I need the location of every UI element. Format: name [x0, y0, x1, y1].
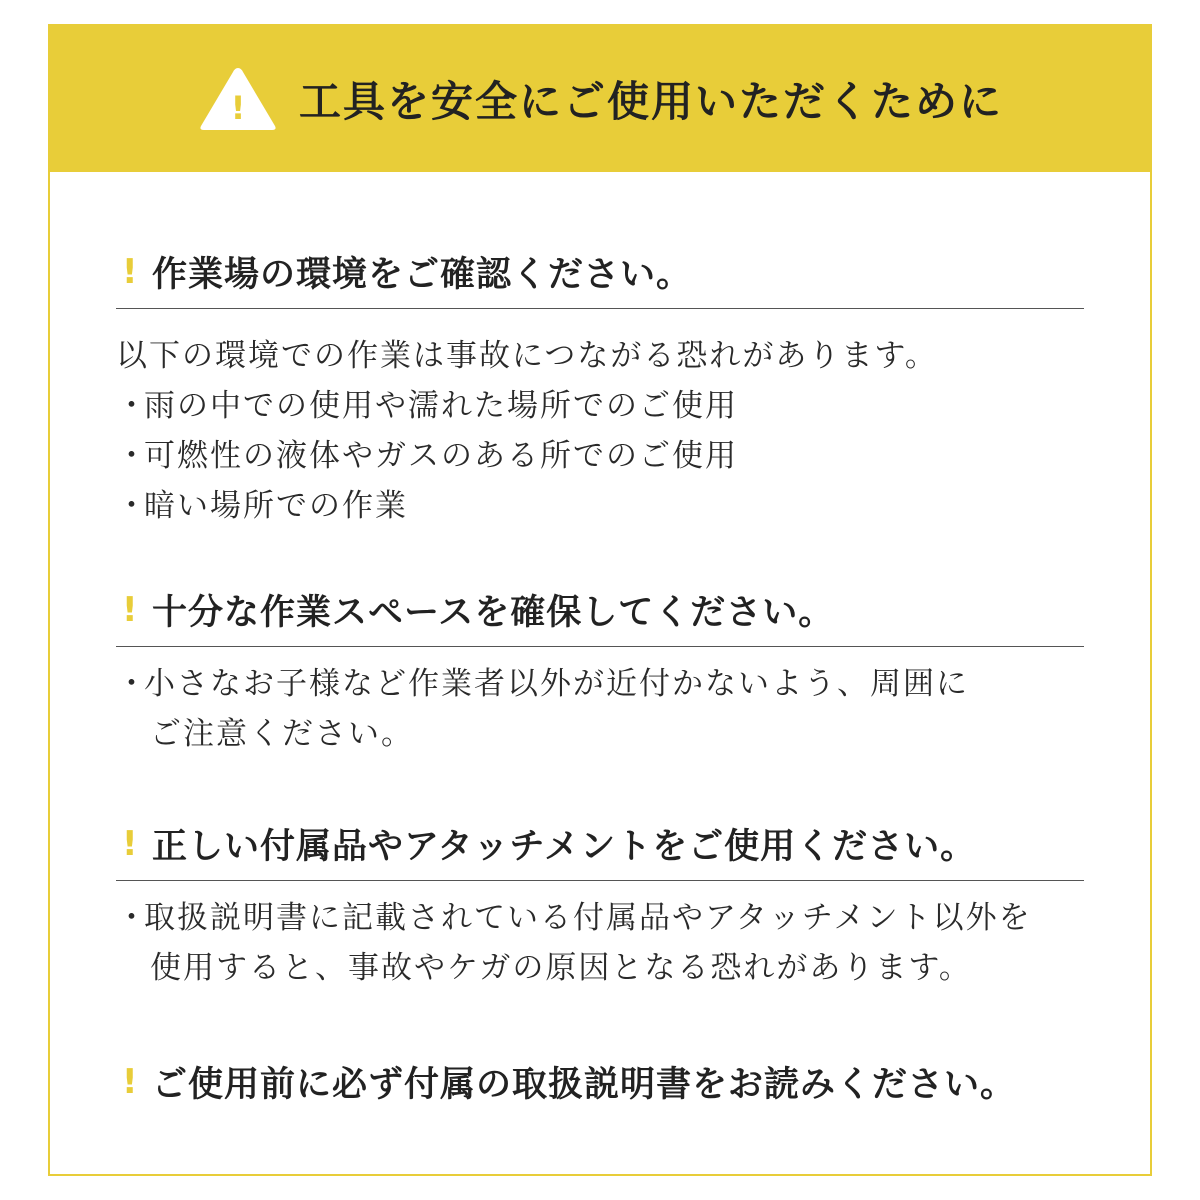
list-item-text: 取扱説明書に記載されている付属品やアタッチメント以外を — [144, 900, 1032, 936]
bullet-icon: ・ — [116, 488, 149, 524]
page-title: 工具を安全にご使用いただくために — [298, 77, 1003, 126]
section-heading-text: 作業場の環境をご確認ください。 — [152, 255, 693, 295]
list-item-continuation: ご注意ください。 — [150, 716, 414, 752]
section-heading — [116, 814, 1086, 874]
notice-frame — [48, 24, 1152, 1176]
warning-icon-glyph: ! — [230, 89, 246, 127]
list-item-text: 雨の中での使用や濡れた場所でのご使用 — [144, 388, 738, 424]
section-heading — [116, 580, 1086, 640]
bullet-icon: ・ — [116, 388, 149, 424]
list-item — [116, 431, 1086, 481]
section-heading — [116, 1052, 1086, 1112]
exclamation-icon: ! — [122, 252, 138, 292]
list-item — [116, 481, 1086, 531]
exclamation-icon: ! — [122, 824, 138, 864]
section-divider — [116, 880, 1084, 881]
list-item — [116, 893, 1086, 943]
list-item-text: 暗い場所での作業 — [144, 488, 408, 524]
list-item-text: 小さなお子様など作業者以外が近付かないよう、周囲に — [144, 666, 969, 702]
section-accessories — [116, 814, 1086, 993]
section-heading — [116, 242, 1086, 302]
list-item — [116, 381, 1086, 431]
exclamation-icon: ! — [122, 1062, 138, 1102]
bullet-icon: ・ — [116, 666, 149, 702]
section-intro: 以下の環境での作業は事故につながる恐れがあります。 — [116, 338, 938, 374]
warning-triangle-icon — [197, 64, 279, 134]
header-banner — [50, 26, 1150, 172]
section-workplace-environment — [116, 242, 1086, 531]
section-divider — [116, 646, 1084, 647]
list-item-text: 可燃性の液体やガスのある所でのご使用 — [144, 438, 738, 474]
section-divider — [116, 308, 1084, 309]
section-heading-text: 十分な作業スペースを確保してください。 — [152, 593, 835, 633]
exclamation-icon: ! — [122, 590, 138, 630]
list-item — [116, 659, 1086, 709]
section-work-space — [116, 580, 1086, 759]
section-read-manual — [116, 1052, 1086, 1112]
section-heading-text: ご使用前に必ず付属の取扱説明書をお読みください。 — [152, 1065, 1017, 1105]
section-heading-text: 正しい付属品やアタッチメントをご使用ください。 — [152, 827, 977, 867]
list-item-continuation: 使用すると、事故やケガの原因となる恐れがあります。 — [150, 950, 972, 986]
bullet-icon: ・ — [116, 438, 149, 474]
bullet-icon: ・ — [116, 900, 149, 936]
